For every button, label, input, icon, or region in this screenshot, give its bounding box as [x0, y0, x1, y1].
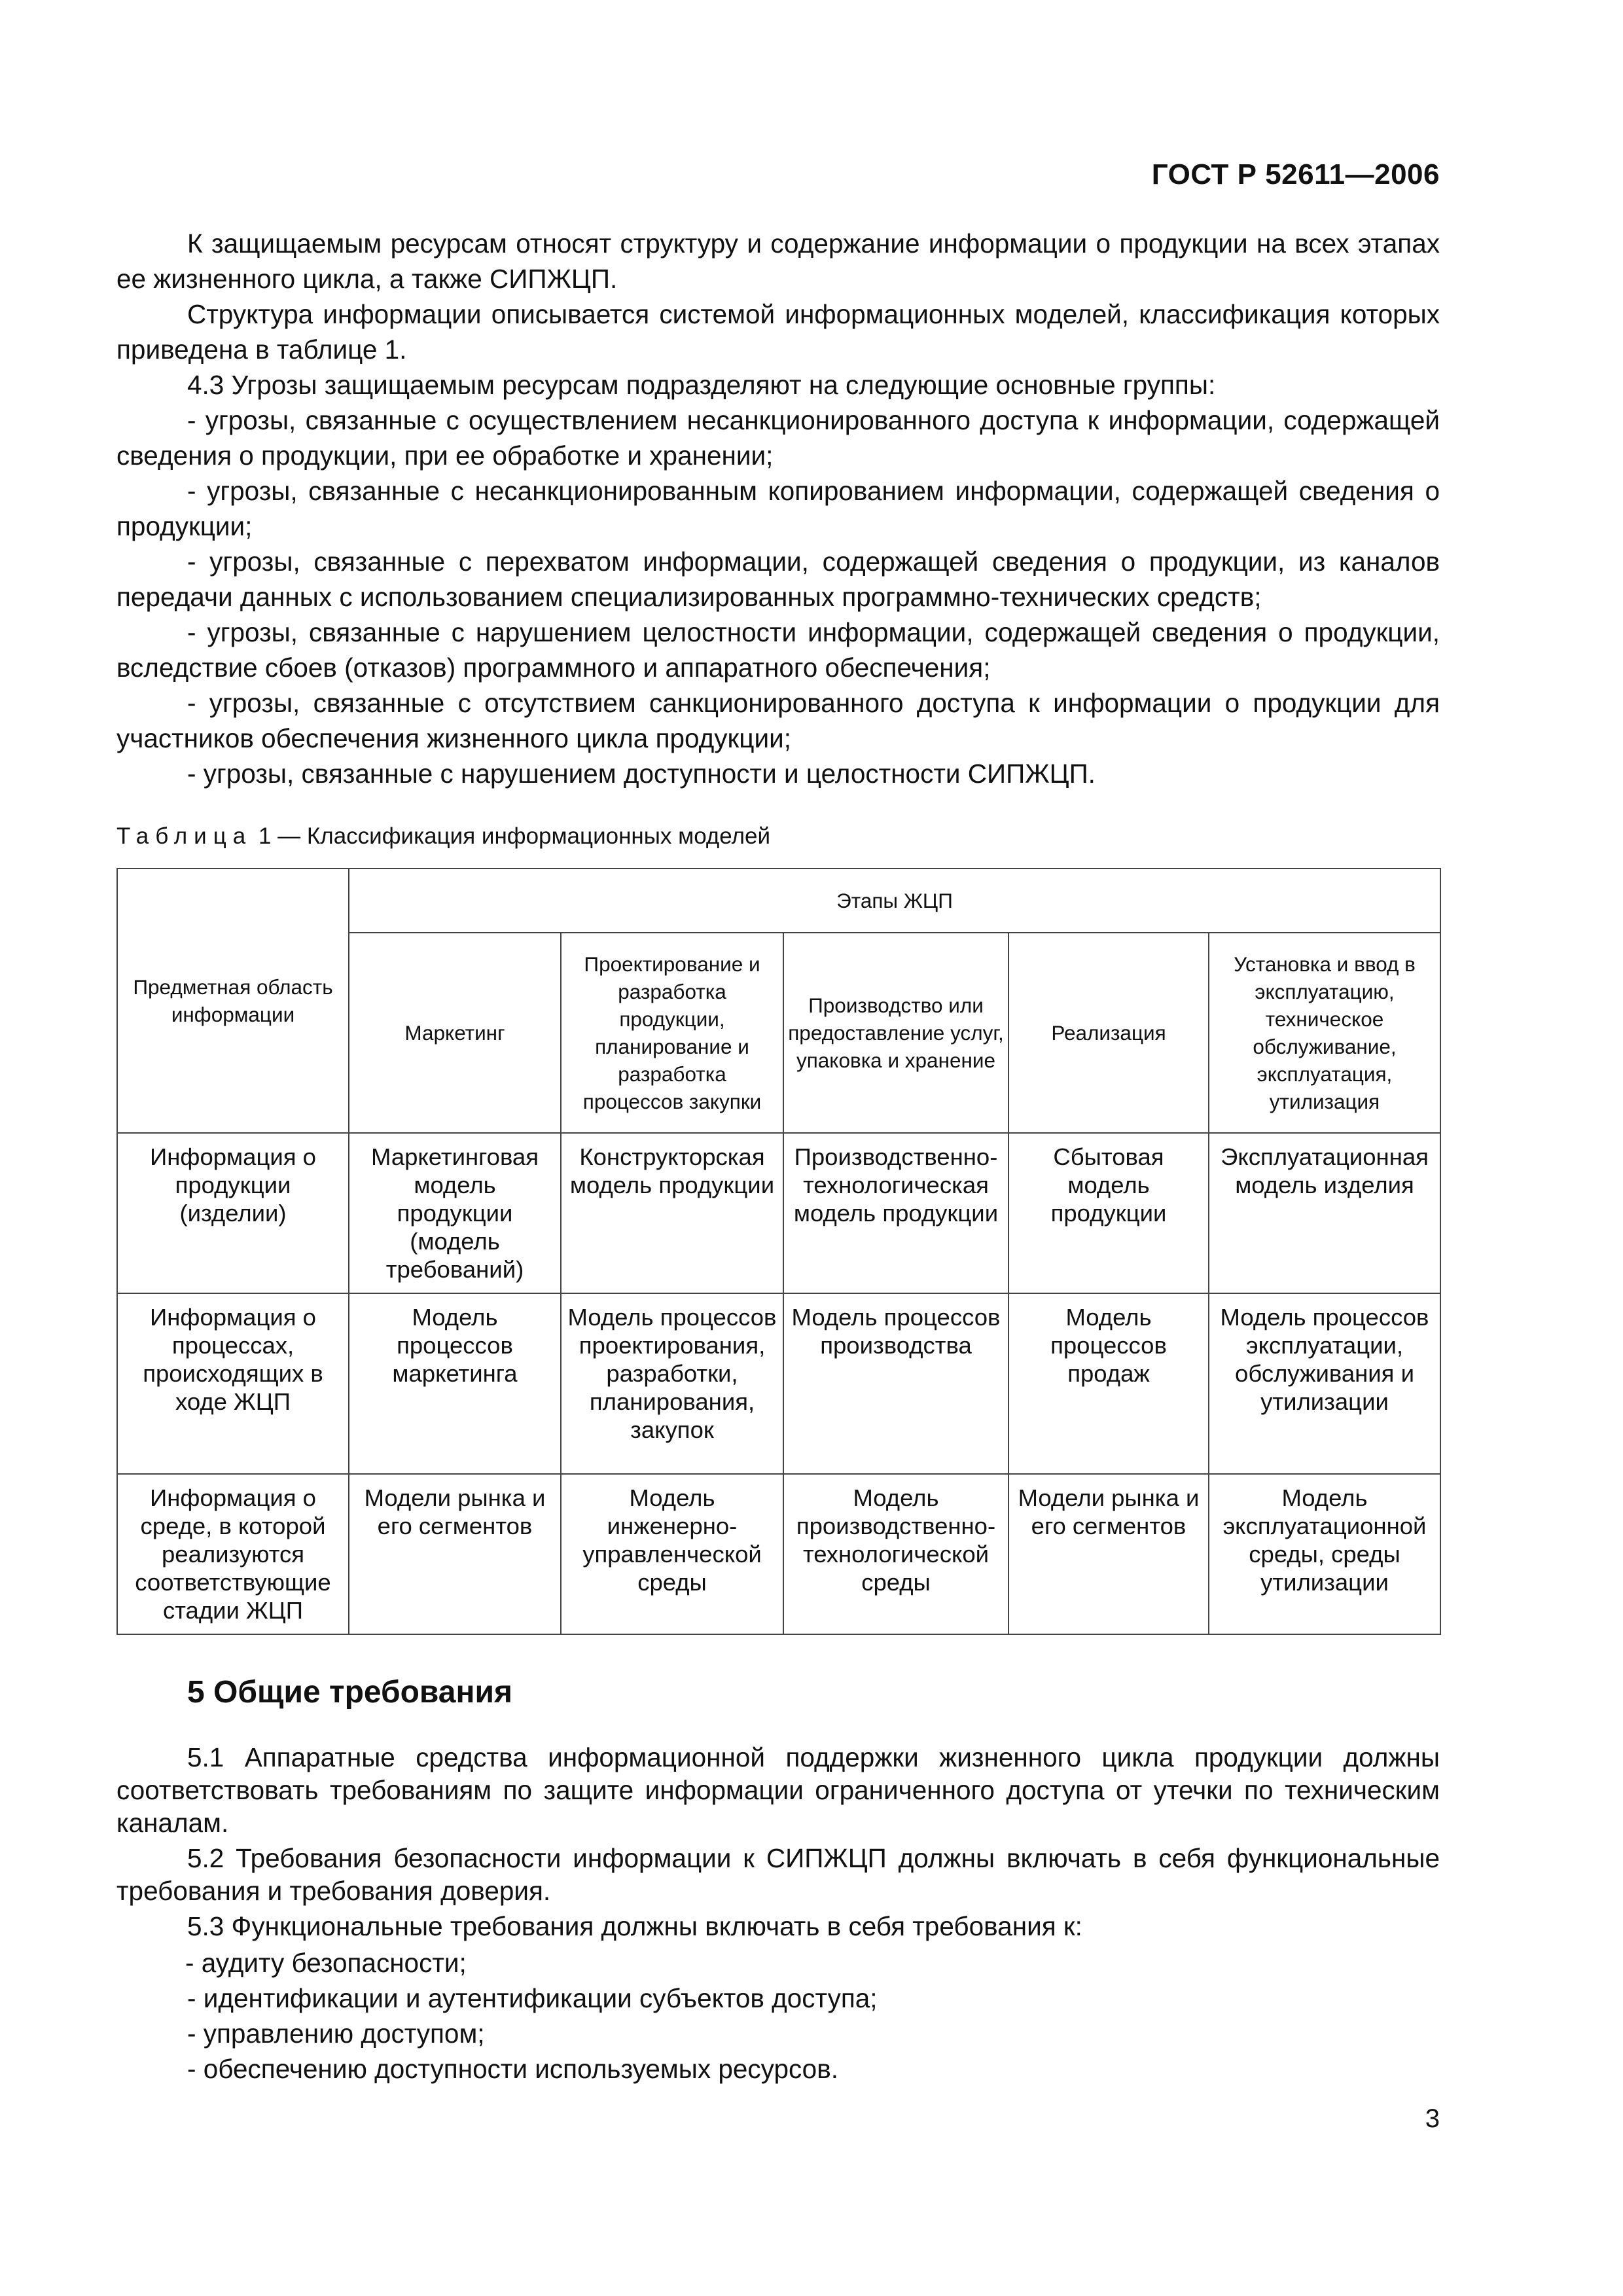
list-item: - угрозы, связанные с осуществлением несанкционированного доступа к информации, содержащей сведения о продукции, при ее обработке и хранении; — [116, 405, 1440, 471]
list-item: - обеспечению доступности используемых ресурсов. — [187, 2054, 838, 2084]
table-cell: Эксплуатационная модель изделия — [1209, 1133, 1440, 1293]
classification-table — [116, 868, 1441, 1635]
list-item: - угрозы, связанные с нарушением доступности и целостности СИПЖЦП. — [187, 759, 1096, 789]
list-item: - угрозы, связанные с перехватом информации, содержащей сведения о продукции, из каналов передачи данных с использованием специализированных программно-технических средств; — [116, 547, 1440, 612]
list-item: - угрозы, связанные с нарушением целостности информации, содержащей сведения о продукции, вследствие сбоев (отказов) программного и аппаратного обеспечения; — [116, 617, 1440, 683]
table-cell: Модель процессов эксплуатации, обслуживания и утилизации — [1209, 1293, 1440, 1474]
table-cell: Маркетинговая модель продукции (модель требований) — [349, 1133, 561, 1293]
section-title: 5 Общие требования — [187, 1675, 512, 1710]
paragraph: 5.2 Требования безопасности информации к СИПЖЦП должны включать в себя функциональные требования и требования доверия. — [116, 1843, 1440, 1906]
paragraph: 5.1 Аппаратные средства информационной поддержки жизненного цикла продукции должны соответствовать требованиям по защите информации ограниченного доступа от утечки по техническим каналам. — [116, 1742, 1440, 1838]
column-header: Реализация — [1008, 933, 1209, 1133]
table-cell: Модель процессов маркетинга — [349, 1293, 561, 1474]
table-cell: Модели рынка и его сегментов — [1008, 1474, 1209, 1634]
row-label: Информация о продукции (изделии) — [117, 1133, 349, 1293]
paragraph: 5.3 Функциональные требования должны включать в себя требования к: — [187, 1911, 1082, 1941]
stub-header: Предметная область информации — [117, 869, 349, 1133]
table-row — [117, 1293, 1440, 1474]
paragraph: 4.3 Угрозы защищаемым ресурсам подразделяют на следующие основные группы: — [187, 370, 1216, 400]
section-text — [116, 1741, 1440, 2087]
table-row — [117, 1133, 1440, 1293]
column-header: Установка и ввод в эксплуатацию, техническое обслуживание, эксплуатация, утилизация — [1209, 933, 1440, 1133]
table-caption-number: 1 — [258, 823, 272, 849]
column-header: Проектирование и разработка продукции, планирование и разработка процессов закупки — [561, 933, 783, 1133]
table-caption-title: — Классификация информационных моделей — [277, 823, 771, 849]
table-cell: Модель производственно-технологической среды — [783, 1474, 1008, 1634]
table-row — [117, 1474, 1440, 1634]
table-caption-prefix: Таблица — [116, 823, 253, 849]
table-cell: Модель эксплуатационной среды, среды утилизации — [1209, 1474, 1440, 1634]
page-number: 3 — [1425, 2104, 1440, 2133]
table-cell: Сбытовая модель продукции — [1008, 1133, 1209, 1293]
list-item: - угрозы, связанные с отсутствием санкционированного доступа к информации о продукции для участников обеспечения жизненного цикла продукции; — [116, 688, 1440, 753]
table-cell: Модели рынка и его сегментов — [349, 1474, 561, 1634]
group-header: Этапы ЖЦП — [349, 869, 1440, 933]
table-cell: Конструкторская модель продукции — [561, 1133, 783, 1293]
table-cell: Производственно-технологическая модель продукции — [783, 1133, 1008, 1293]
table-cell: Модель процессов производства — [783, 1293, 1008, 1474]
column-header: Маркетинг — [349, 933, 561, 1133]
document-code: ГОСТ Р 52611—2006 — [1151, 158, 1440, 190]
column-header: Производство или предоставление услуг, упаковка и хранение — [783, 933, 1008, 1133]
table-cell: Модель процессов проектирования, разработки, планирования, закупок — [561, 1293, 783, 1474]
table-cell: Модель инженерно-управленческой среды — [561, 1474, 783, 1634]
list-item: - управлению доступом; — [187, 2018, 485, 2049]
paragraph: Структура информации описывается системой информационных моделей, классификация которых приведена в таблице 1. — [116, 299, 1440, 365]
list-item: - аудиту безопасности; — [185, 1948, 467, 1978]
intro-text — [116, 226, 1440, 791]
paragraph: К защищаемым ресурсам относят структуру и содержание информации о продукции на всех этапах ее жизненного цикла, а также СИПЖЦП. — [116, 228, 1440, 294]
table-cell: Модель процессов продаж — [1008, 1293, 1209, 1474]
list-item: - идентификации и аутентификации субъектов доступа; — [187, 1983, 878, 2013]
row-label: Информация о процессах, происходящих в ходе ЖЦП — [117, 1293, 349, 1474]
row-label: Информация о среде, в которой реализуются соответствующие стадии ЖЦП — [117, 1474, 349, 1634]
list-item: - угрозы, связанные с несанкционированным копированием информации, содержащей сведения о продукции; — [116, 476, 1440, 541]
table-caption — [116, 823, 770, 850]
